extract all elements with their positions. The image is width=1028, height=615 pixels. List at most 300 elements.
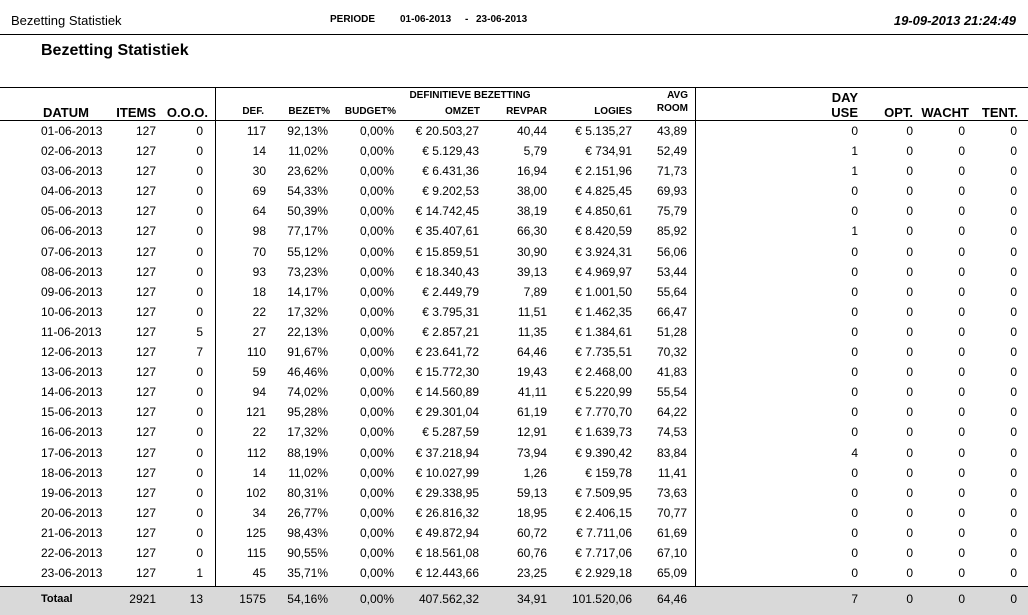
- report-datetime: 19-09-2013 21:24:49: [893, 13, 1016, 28]
- report-title: Bezetting Statistiek: [41, 42, 189, 59]
- cell-items: 127: [135, 545, 156, 560]
- cell-datum: 03-06-2013: [41, 164, 103, 179]
- cell-budget: 0,00%: [359, 264, 394, 279]
- cell-def: 125: [245, 525, 266, 540]
- cell-revpar: 40,44: [516, 124, 547, 138]
- table-row: [0, 503, 1028, 523]
- cell-omzet: € 35.407,61: [415, 224, 479, 239]
- cell-wacht: 0: [958, 345, 965, 360]
- cell-tent: 0: [1010, 545, 1017, 560]
- cell-budget: 0,00%: [359, 284, 394, 299]
- cell-omzet: € 26.816,32: [415, 505, 479, 520]
- cell-tent: 0: [1010, 304, 1017, 319]
- cell-budget: 0,00%: [359, 485, 394, 500]
- cell-avg-room: 43,89: [656, 124, 687, 138]
- cell-def: 30: [252, 164, 266, 179]
- cell-day-use: 0: [851, 124, 858, 138]
- cell-def: 115: [246, 545, 266, 560]
- cell-avg-room: 55,54: [656, 385, 687, 400]
- cell-opt: 0: [906, 264, 913, 279]
- cell-ooo: 0: [196, 264, 203, 279]
- table-row: [0, 242, 1028, 262]
- table-row: [0, 422, 1028, 442]
- cell-tent: 0: [1010, 144, 1017, 159]
- cell-omzet: € 12.443,66: [415, 566, 479, 581]
- cell-logies: € 2.151,96: [575, 164, 632, 179]
- cell-datum: 02-06-2013: [41, 144, 103, 159]
- cell-logies: € 734,91: [585, 144, 632, 159]
- totals-revpar: 34,91: [516, 592, 547, 606]
- cell-wacht: 0: [958, 124, 965, 138]
- cell-budget: 0,00%: [359, 124, 394, 138]
- cell-day-use: 0: [851, 365, 858, 380]
- cell-tent: 0: [1010, 566, 1017, 581]
- cell-items: 127: [135, 425, 156, 440]
- table-row: [0, 322, 1028, 342]
- cell-wacht: 0: [958, 485, 965, 500]
- cell-datum: 07-06-2013: [41, 244, 103, 259]
- cell-opt: 0: [906, 465, 913, 480]
- table-row: [0, 382, 1028, 402]
- cell-revpar: 7,89: [523, 284, 547, 299]
- cell-ooo: 0: [196, 144, 203, 159]
- cell-tent: 0: [1010, 164, 1017, 179]
- cell-bezet: 11,02%: [288, 144, 328, 159]
- cell-logies: € 5.220,99: [575, 385, 632, 400]
- cell-items: 127: [135, 365, 156, 380]
- cell-def: 34: [252, 505, 266, 520]
- cell-tent: 0: [1010, 244, 1017, 259]
- cell-budget: 0,00%: [359, 304, 394, 319]
- cell-budget: 0,00%: [359, 224, 394, 239]
- cell-items: 127: [135, 124, 156, 138]
- cell-logies: € 159,78: [585, 465, 632, 480]
- cell-datum: 21-06-2013: [41, 525, 103, 540]
- cell-wacht: 0: [958, 324, 965, 339]
- cell-bezet: 74,02%: [287, 385, 328, 400]
- cell-ooo: 0: [196, 184, 203, 199]
- cell-avg-room: 75,79: [656, 204, 687, 219]
- cell-day-use: 0: [851, 304, 858, 319]
- col-dayuse-line1: DAY: [831, 90, 858, 105]
- cell-bezet: 50,39%: [287, 204, 328, 219]
- cell-budget: 0,00%: [359, 505, 394, 520]
- cell-def: 110: [246, 345, 266, 360]
- cell-omzet: € 2.449,79: [422, 284, 479, 299]
- cell-revpar: 18,95: [516, 505, 547, 520]
- cell-day-use: 0: [851, 485, 858, 500]
- cell-avg-room: 61,69: [656, 525, 687, 540]
- cell-revpar: 38,19: [516, 204, 547, 219]
- cell-avg-room: 73,63: [656, 485, 687, 500]
- cell-budget: 0,00%: [359, 545, 394, 560]
- cell-ooo: 0: [196, 164, 203, 179]
- cell-budget: 0,00%: [359, 405, 394, 420]
- cell-items: 127: [135, 324, 156, 339]
- cell-avg-room: 85,92: [656, 224, 687, 239]
- cell-wacht: 0: [958, 525, 965, 540]
- cell-day-use: 0: [851, 405, 858, 420]
- cell-tent: 0: [1010, 505, 1017, 520]
- table-row: [0, 443, 1028, 463]
- cell-bezet: 35,71%: [287, 566, 328, 581]
- cell-datum: 15-06-2013: [41, 405, 103, 420]
- cell-bezet: 46,46%: [287, 365, 328, 380]
- cell-opt: 0: [906, 184, 913, 199]
- cell-opt: 0: [906, 204, 913, 219]
- cell-opt: 0: [906, 385, 913, 400]
- cell-opt: 0: [906, 405, 913, 420]
- cell-revpar: 60,76: [516, 545, 547, 560]
- cell-avg-room: 41,83: [656, 365, 687, 380]
- cell-budget: 0,00%: [359, 385, 394, 400]
- cell-budget: 0,00%: [359, 445, 394, 460]
- totals-row: [0, 586, 1028, 615]
- cell-tent: 0: [1010, 345, 1017, 360]
- cell-items: 127: [135, 204, 156, 219]
- cell-budget: 0,00%: [359, 566, 394, 581]
- cell-day-use: 1: [851, 224, 858, 239]
- cell-ooo: 0: [196, 204, 203, 219]
- cell-revpar: 16,94: [516, 164, 547, 179]
- cell-tent: 0: [1010, 324, 1017, 339]
- col-items: ITEMS: [116, 105, 156, 120]
- table-body: [0, 121, 1028, 583]
- cell-logies: € 7.711,06: [576, 525, 632, 540]
- cell-opt: 0: [906, 124, 913, 138]
- cell-revpar: 41,11: [517, 385, 547, 400]
- totals-def: 1575: [239, 592, 266, 606]
- cell-day-use: 0: [851, 345, 858, 360]
- cell-wacht: 0: [958, 385, 965, 400]
- cell-datum: 18-06-2013: [41, 465, 103, 480]
- table-row: [0, 221, 1028, 241]
- cell-ooo: 0: [196, 244, 203, 259]
- cell-def: 117: [246, 124, 266, 138]
- cell-datum: 20-06-2013: [41, 505, 103, 520]
- cell-avg-room: 53,44: [656, 264, 687, 279]
- cell-ooo: 0: [196, 405, 203, 420]
- cell-omzet: € 5.129,43: [422, 144, 479, 159]
- cell-omzet: € 2.857,21: [422, 324, 479, 339]
- cell-bezet: 11,02%: [288, 465, 328, 480]
- cell-budget: 0,00%: [359, 324, 394, 339]
- cell-items: 127: [135, 445, 156, 460]
- cell-tent: 0: [1010, 465, 1017, 480]
- cell-logies: € 7.770,70: [575, 405, 632, 420]
- cell-wacht: 0: [958, 425, 965, 440]
- header-group-definitieve: DEFINITIEVE BEZETTING: [409, 90, 531, 101]
- cell-items: 127: [135, 304, 156, 319]
- cell-items: 127: [135, 244, 156, 259]
- cell-datum: 08-06-2013: [41, 264, 103, 279]
- table-row: [0, 161, 1028, 181]
- cell-avg-room: 83,84: [656, 445, 687, 460]
- totals-label: Totaal: [41, 593, 73, 605]
- cell-bezet: 92,13%: [287, 124, 328, 138]
- cell-logies: € 7.717,06: [575, 545, 632, 560]
- cell-day-use: 4: [851, 445, 858, 460]
- cell-omzet: € 18.340,43: [415, 264, 479, 279]
- cell-budget: 0,00%: [359, 204, 394, 219]
- cell-ooo: 7: [196, 345, 203, 360]
- table-row: [0, 463, 1028, 483]
- cell-revpar: 59,13: [516, 485, 547, 500]
- table-row: [0, 563, 1028, 583]
- table-row: [0, 402, 1028, 422]
- cell-opt: 0: [906, 304, 913, 319]
- cell-wacht: 0: [958, 144, 965, 159]
- cell-tent: 0: [1010, 485, 1017, 500]
- cell-revpar: 5,79: [523, 144, 547, 159]
- table-row: [0, 181, 1028, 201]
- cell-omzet: € 5.287,59: [422, 425, 479, 440]
- cell-bezet: 90,55%: [287, 545, 328, 560]
- table-row: [0, 141, 1028, 161]
- cell-omzet: € 14.742,45: [415, 204, 479, 219]
- cell-omzet: € 10.027,99: [415, 465, 479, 480]
- col-dayuse-line2: USE: [831, 105, 858, 120]
- totals-wacht: 0: [958, 592, 965, 606]
- cell-logies: € 7.735,51: [575, 345, 632, 360]
- cell-opt: 0: [906, 566, 913, 581]
- cell-datum: 11-06-2013: [41, 324, 102, 339]
- cell-items: 127: [135, 144, 156, 159]
- cell-ooo: 0: [196, 485, 203, 500]
- cell-def: 70: [252, 244, 266, 259]
- totals-logies: 101.520,06: [571, 592, 632, 606]
- col-datum: DATUM: [43, 105, 89, 120]
- cell-wacht: 0: [958, 566, 965, 581]
- cell-def: 22: [252, 304, 266, 319]
- cell-avg-room: 70,77: [656, 505, 687, 520]
- col-avg-line1: AVG: [667, 90, 688, 101]
- cell-datum: 05-06-2013: [41, 204, 103, 219]
- cell-bezet: 17,32%: [287, 304, 328, 319]
- cell-omzet: € 15.772,30: [415, 365, 479, 380]
- cell-datum: 12-06-2013: [41, 345, 103, 360]
- totals-ooo: 13: [189, 592, 203, 606]
- col-bezet: BEZET%: [288, 106, 330, 117]
- cell-day-use: 1: [851, 144, 858, 159]
- cell-opt: 0: [906, 164, 913, 179]
- table-row: [0, 302, 1028, 322]
- cell-logies: € 4.850,61: [575, 204, 632, 219]
- cell-opt: 0: [906, 445, 913, 460]
- cell-ooo: 5: [196, 324, 203, 339]
- cell-avg-room: 64,22: [656, 405, 687, 420]
- cell-opt: 0: [906, 485, 913, 500]
- cell-omzet: € 49.872,94: [415, 525, 479, 540]
- cell-avg-room: 11,41: [657, 465, 687, 480]
- cell-revpar: 38,00: [516, 184, 547, 199]
- totals-omzet: 407.562,32: [418, 592, 479, 606]
- cell-omzet: € 20.503,27: [415, 124, 479, 138]
- cell-day-use: 0: [851, 505, 858, 520]
- cell-wacht: 0: [958, 405, 965, 420]
- header-title: Bezetting Statistiek: [11, 13, 122, 28]
- col-logies: LOGIES: [594, 106, 632, 117]
- table-row: [0, 201, 1028, 221]
- cell-wacht: 0: [958, 445, 965, 460]
- periode-label: PERIODE: [330, 14, 376, 25]
- cell-ooo: 1: [196, 566, 203, 581]
- cell-logies: € 4.825,45: [575, 184, 632, 199]
- cell-def: 14: [252, 144, 266, 159]
- cell-def: 27: [252, 324, 266, 339]
- cell-def: 121: [245, 405, 266, 420]
- cell-def: 14: [252, 465, 266, 480]
- totals-budget: 0,00%: [359, 592, 394, 606]
- cell-def: 22: [252, 425, 266, 440]
- cell-bezet: 77,17%: [287, 224, 328, 239]
- cell-bezet: 14,17%: [287, 284, 328, 299]
- cell-avg-room: 66,47: [656, 304, 687, 319]
- cell-revpar: 73,94: [516, 445, 547, 460]
- table-row: [0, 282, 1028, 302]
- cell-tent: 0: [1010, 264, 1017, 279]
- cell-bezet: 73,23%: [287, 264, 328, 279]
- cell-def: 112: [246, 445, 266, 460]
- cell-budget: 0,00%: [359, 465, 394, 480]
- cell-tent: 0: [1010, 365, 1017, 380]
- cell-opt: 0: [906, 425, 913, 440]
- cell-ooo: 0: [196, 304, 203, 319]
- cell-items: 127: [135, 164, 156, 179]
- cell-tent: 0: [1010, 184, 1017, 199]
- cell-tent: 0: [1010, 525, 1017, 540]
- cell-def: 45: [252, 566, 266, 581]
- cell-ooo: 0: [196, 224, 203, 239]
- cell-revpar: 12,91: [516, 425, 547, 440]
- cell-tent: 0: [1010, 224, 1017, 239]
- cell-opt: 0: [906, 525, 913, 540]
- cell-avg-room: 55,64: [656, 284, 687, 299]
- totals-avg: 64,46: [656, 592, 687, 606]
- cell-budget: 0,00%: [359, 244, 394, 259]
- cell-items: 127: [135, 184, 156, 199]
- cell-wacht: 0: [958, 164, 965, 179]
- cell-opt: 0: [906, 345, 913, 360]
- cell-datum: 19-06-2013: [41, 485, 103, 500]
- cell-revpar: 64,46: [516, 345, 547, 360]
- col-omzet: OMZET: [445, 106, 480, 117]
- cell-omzet: € 37.218,94: [415, 445, 479, 460]
- cell-logies: € 8.420,59: [575, 224, 632, 239]
- table-row: [0, 483, 1028, 503]
- cell-bezet: 26,77%: [287, 505, 328, 520]
- cell-bezet: 55,12%: [287, 244, 328, 259]
- cell-tent: 0: [1010, 405, 1017, 420]
- totals-items: 2921: [129, 592, 156, 606]
- cell-avg-room: 52,49: [656, 144, 687, 159]
- cell-omzet: € 23.641,72: [415, 345, 479, 360]
- cell-wacht: 0: [958, 365, 965, 380]
- cell-def: 93: [252, 264, 266, 279]
- cell-items: 127: [135, 566, 156, 581]
- cell-items: 127: [135, 284, 156, 299]
- cell-ooo: 0: [196, 284, 203, 299]
- cell-revpar: 39,13: [516, 264, 547, 279]
- cell-def: 64: [252, 204, 266, 219]
- table-top-rule: [0, 87, 1028, 88]
- cell-omzet: € 14.560,89: [415, 385, 479, 400]
- cell-logies: € 2.468,00: [575, 365, 632, 380]
- cell-logies: € 9.390,42: [575, 445, 632, 460]
- totals-tent: 0: [1010, 592, 1017, 606]
- cell-revpar: 23,25: [516, 566, 547, 581]
- cell-day-use: 0: [851, 264, 858, 279]
- cell-logies: € 7.509,95: [575, 485, 632, 500]
- cell-avg-room: 74,53: [656, 425, 687, 440]
- cell-opt: 0: [906, 224, 913, 239]
- cell-logies: € 4.969,97: [575, 264, 632, 279]
- cell-datum: 01-06-2013: [41, 124, 103, 138]
- cell-ooo: 0: [196, 525, 203, 540]
- cell-avg-room: 51,28: [656, 324, 687, 339]
- cell-def: 102: [245, 485, 266, 500]
- cell-omzet: € 6.431,36: [422, 164, 479, 179]
- cell-items: 127: [135, 385, 156, 400]
- cell-avg-room: 65,09: [656, 566, 687, 581]
- cell-omzet: € 18.561,08: [415, 545, 479, 560]
- cell-revpar: 11,35: [517, 324, 547, 339]
- cell-tent: 0: [1010, 124, 1017, 138]
- table-row: [0, 121, 1028, 141]
- col-wacht: WACHT: [921, 105, 969, 120]
- cell-revpar: 60,72: [516, 525, 547, 540]
- cell-day-use: 0: [851, 284, 858, 299]
- col-budget: BUDGET%: [344, 106, 396, 117]
- cell-opt: 0: [906, 144, 913, 159]
- periode-separator: -: [465, 14, 469, 25]
- cell-def: 98: [252, 224, 266, 239]
- cell-ooo: 0: [196, 545, 203, 560]
- cell-bezet: 88,19%: [287, 445, 328, 460]
- cell-tent: 0: [1010, 284, 1017, 299]
- cell-revpar: 61,19: [516, 405, 547, 420]
- cell-opt: 0: [906, 545, 913, 560]
- cell-wacht: 0: [958, 304, 965, 319]
- cell-bezet: 17,32%: [287, 425, 328, 440]
- cell-budget: 0,00%: [359, 164, 394, 179]
- cell-bezet: 98,43%: [287, 525, 328, 540]
- cell-budget: 0,00%: [359, 365, 394, 380]
- table-row: [0, 342, 1028, 362]
- cell-bezet: 23,62%: [287, 164, 328, 179]
- cell-budget: 0,00%: [359, 525, 394, 540]
- cell-wacht: 0: [958, 224, 965, 239]
- cell-day-use: 1: [851, 164, 858, 179]
- cell-wacht: 0: [958, 264, 965, 279]
- cell-day-use: 0: [851, 566, 858, 581]
- cell-opt: 0: [906, 244, 913, 259]
- cell-avg-room: 69,93: [656, 184, 687, 199]
- cell-items: 127: [135, 264, 156, 279]
- cell-wacht: 0: [958, 184, 965, 199]
- cell-revpar: 30,90: [516, 244, 547, 259]
- cell-tent: 0: [1010, 425, 1017, 440]
- cell-items: 127: [135, 345, 156, 360]
- cell-day-use: 0: [851, 324, 858, 339]
- cell-datum: 04-06-2013: [41, 184, 103, 199]
- cell-avg-room: 70,32: [656, 345, 687, 360]
- cell-def: 94: [252, 385, 266, 400]
- cell-wacht: 0: [958, 505, 965, 520]
- totals-opt: 0: [906, 592, 913, 606]
- cell-wacht: 0: [958, 204, 965, 219]
- cell-day-use: 0: [851, 545, 858, 560]
